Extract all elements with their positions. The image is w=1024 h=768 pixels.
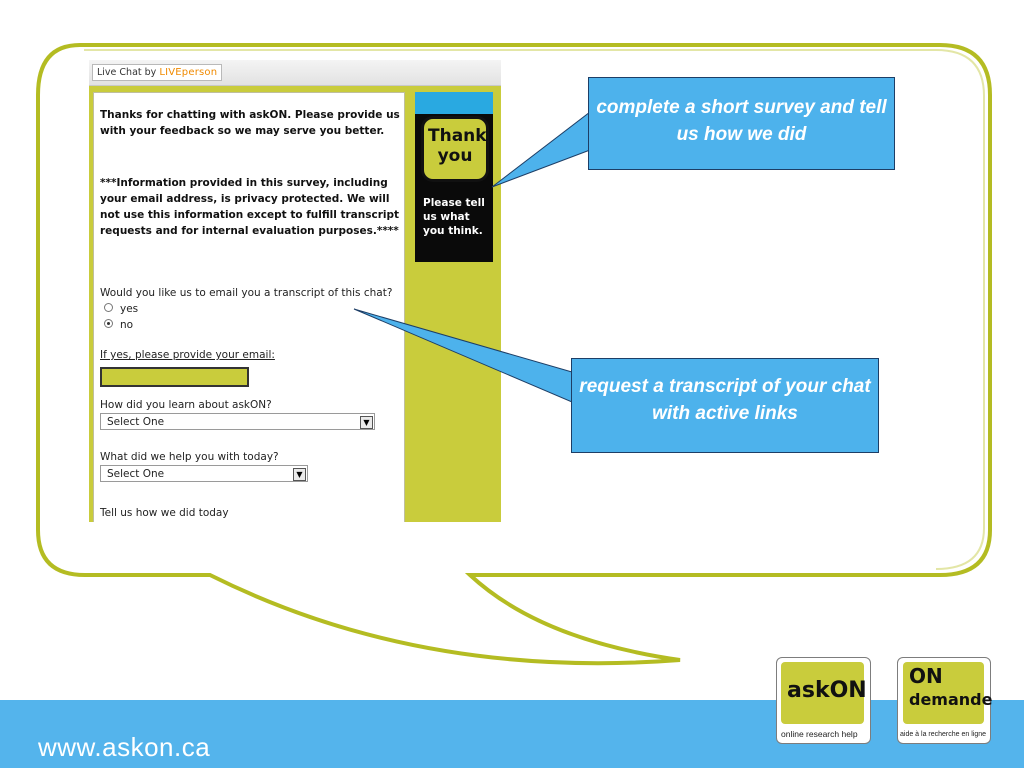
help-label: What did we help you with today? [100,451,279,463]
liveperson-logo: LIVEperson [159,67,218,78]
transcript-callout [571,358,879,453]
ondemande-logo-mark [903,662,993,724]
ondemande-logo-top: ON [909,664,943,688]
survey-callout-text: complete a short survey and tell us how we did [596,97,887,145]
askon-logo-tagline: online research help [781,729,858,739]
transcript-callout-text: request a transcript of your chat with active links [579,376,871,424]
header-prefix: Live Chat by [97,67,160,78]
radio-yes-label: yes [120,303,139,315]
transcript-question: Would you like us to email you a transcript of this chat? [100,287,393,299]
learn-label: How did you learn about askON? [100,399,272,411]
ondemande-logo-tagline: aide à la recherche en ligne [900,731,987,738]
askon-logo-mark [781,662,867,724]
ondemande-logo[interactable] [897,657,991,744]
askon-logo-name: askON [787,678,867,703]
thank-you-title: Thank you [428,126,487,166]
survey-callout [588,77,895,170]
intro-text: Thanks for chatting with askON. Please provide us with your feedback so we may serve you better. [100,109,400,137]
askon-logo[interactable] [776,657,871,744]
thank-you-subtext: Please tell us what you think. [423,197,485,237]
email-label: If yes, please provide your email: [100,349,275,361]
chevron-down-icon[interactable]: ▼ [293,468,306,481]
chevron-down-icon[interactable]: ▼ [360,416,373,429]
radio-no-label: no [120,319,134,331]
help-select-value: Select One [107,468,165,480]
privacy-text: ***Information provided in this survey, including your email address, is privacy protected. We will not use this information except to fulfill transcript requests and for internal evaluation purposes.**** [100,177,400,237]
rate-label: Tell us how we did today [100,507,229,519]
footer-url[interactable]: www.askon.ca [38,732,211,762]
learn-select-value: Select One [107,416,165,428]
ondemande-logo-bottom: demande [909,690,993,709]
